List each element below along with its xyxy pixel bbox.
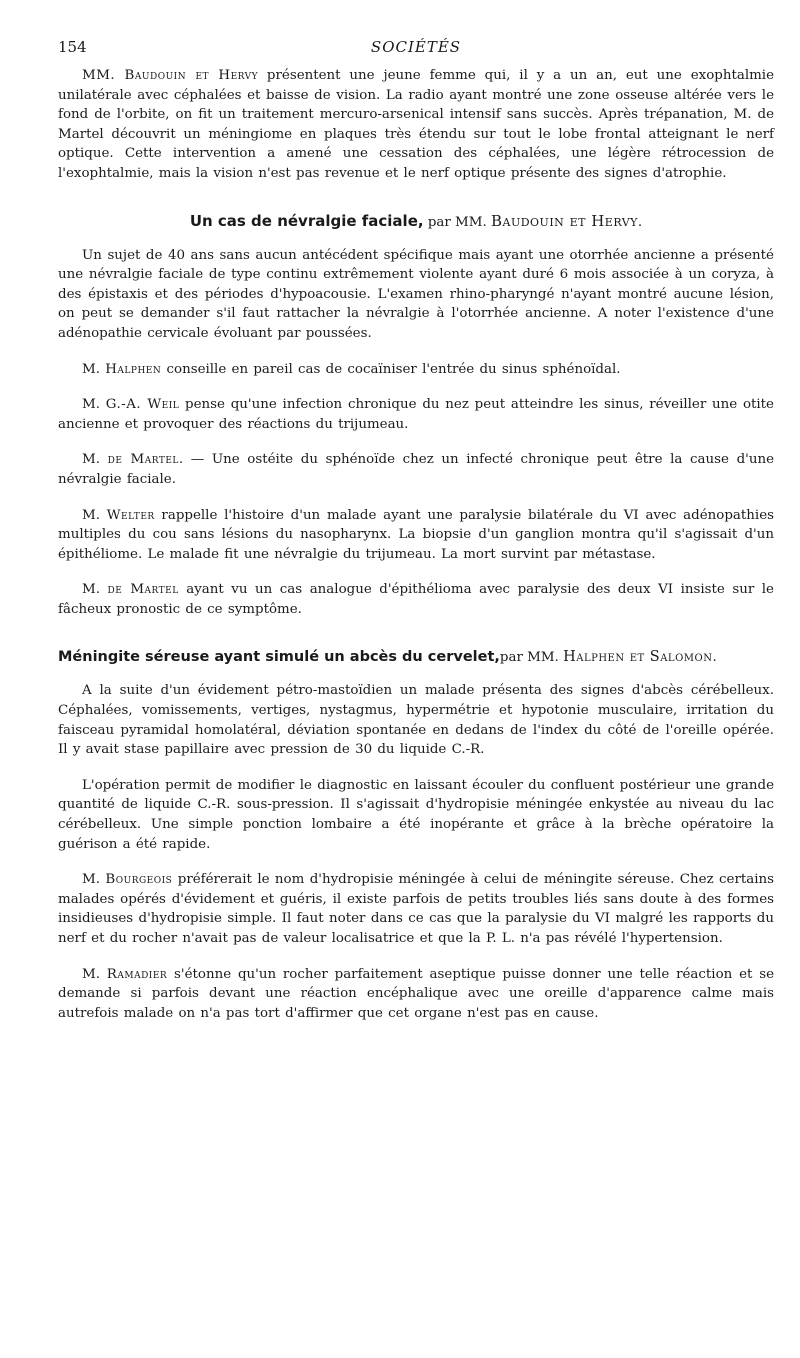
section-by: par MM. bbox=[423, 214, 491, 230]
speaker-name: Ramadier bbox=[106, 966, 168, 982]
paragraph bbox=[58, 870, 774, 948]
paragraph-text: ayant vu un cas analogue d'épithélioma avec paralysie des deux VI insiste sur le fâcheux pronostic de ce symptôme. bbox=[58, 582, 774, 617]
paragraph bbox=[58, 681, 774, 759]
speaker-name: G.-A. Weil bbox=[105, 397, 180, 413]
author-names: MM. Baudouin et Hervy bbox=[82, 68, 259, 83]
speaker-prefix: M. bbox=[82, 582, 108, 598]
paragraph bbox=[58, 246, 774, 344]
section-title: Méningite séreuse ayant simulé un abcès du cervelet, bbox=[58, 649, 500, 666]
section-heading bbox=[58, 212, 774, 230]
running-title: SOCIÉTÉS bbox=[370, 38, 462, 56]
speaker-prefix: M. bbox=[82, 966, 107, 982]
page-number: 154 bbox=[58, 38, 87, 56]
paragraph-text: rappelle l'histoire d'un malade ayant une paralysie bilatérale du VI avec adénopathies multiples du cou sans lésions du nasopharynx. La biopsie d'un ganglion montra qu'il s'agissait d'un épithéliome. Le malade fit une névralgie du trijumeau. La mort survint par métastase. bbox=[58, 507, 774, 562]
section-title: Un cas de névralgie faciale, bbox=[189, 211, 424, 230]
page-header bbox=[58, 38, 774, 62]
paragraph-text: . — Une ostéite du sphénoïde chez un infecté chronique peut être la cause d'une névralgie faciale. bbox=[58, 452, 774, 487]
section-authors: Baudouin et Hervy bbox=[490, 211, 638, 230]
document-body bbox=[58, 66, 774, 1023]
speaker-name: de Martel bbox=[107, 582, 179, 598]
paragraph bbox=[58, 580, 774, 619]
speaker-prefix: M. bbox=[82, 507, 107, 523]
speaker-prefix: M. bbox=[82, 361, 106, 377]
paragraph bbox=[58, 395, 774, 434]
paragraph bbox=[58, 450, 774, 489]
speaker-name: Halphen bbox=[105, 361, 162, 377]
section-authors: Halphen et Salomon bbox=[563, 649, 713, 666]
paragraph-text: s'étonne qu'un rocher parfaitement aseptique puisse donner une telle réaction et se demande si parfois devant une réaction encéphalique avec une oreille d'apparence calme mais autrefois malade on n'a pas tort d'affirmer que cet organe n'est pas en cause. bbox=[58, 966, 774, 1021]
section-end: . bbox=[712, 650, 717, 666]
paragraph bbox=[58, 506, 774, 565]
paragraph bbox=[58, 360, 774, 380]
speaker-name: de Martel bbox=[107, 452, 179, 468]
speaker-prefix: M. bbox=[82, 397, 106, 413]
speaker-name: Welter bbox=[106, 507, 155, 523]
paragraph-text: L'opération permit de modifier le diagnostic en laissant écouler du confluent postérieur une grande quantité de liquide C.-R. sous-pression. Il s'agissait d'hydropisie méningée enkystée au niveau du lac cérébelleux. Une simple ponction lombaire a été inopérante et grâce à la brèche opératoire la guérison a été rapide. bbox=[58, 777, 774, 852]
paragraph-text: présentent une jeune femme qui, il y a un an, eut une exophtalmie unilatérale avec céphalées et baisse de vision. La radio ayant montré une zone osseuse altérée vers le fond de l'orbite, on fit un traitement mercuro-arsenical intensif sans succès. Après trépanation, M. de Martel découvrit un méningiome en plaques très étendu sur tout le lobe frontal atteignant le nerf optique. Cette intervention a amené une cessation des céphalées, une légère rétrocession de l'exophtalmie, mais la vision n'est pas revenue et le nerf optique présente des signes d'atrophie. bbox=[58, 68, 775, 181]
paragraph-text: pense qu'une infection chronique du nez peut atteindre les sinus, réveiller une otite ancienne et provoquer des réactions du trijumeau. bbox=[58, 397, 774, 432]
paragraph-text: Un sujet de 40 ans sans aucun antécédent spécifique mais ayant une otorrhée ancienne a présenté une névralgie faciale de type continu extrêmement violente ayant duré 6 mois associée à un coryza, à des épistaxis et des périodes d'hypoacousie. L'examen rhino-pharyngé n'ayant montré aucune lésion, on peut se demander s'il faut rattacher la névralgie à l'otorrhée ancienne. A noter l'existence d'une adénopathie cervicale évoluant par poussées. bbox=[58, 247, 774, 341]
section-by: par MM. bbox=[499, 650, 564, 666]
section-heading bbox=[58, 649, 774, 665]
paragraph-text: préférerait le nom d'hydropisie méningée à celui de méningite séreuse. Chez certains malades opérés d'évidement et guéris, il existe parfois de petits troubles liés sans doute à des formes insidieuses d'hydropisie simple. Il faut noter dans ce cas que la paralysie du VI malgré les rapports du nerf et du rocher n'avait pas de valeur localisatrice et que la P. L. n'a pas révélé l'hypertension. bbox=[58, 872, 775, 946]
paragraph bbox=[58, 965, 774, 1024]
speaker-prefix: M. bbox=[82, 872, 106, 888]
paragraph bbox=[58, 776, 774, 854]
paragraph bbox=[58, 66, 774, 184]
paragraph-text: A la suite d'un évidement pétro-mastoïdien un malade présenta des signes d'abcès cérébelleux. Céphalées, vomissements, vertiges, nystagmus, hypermétrie et hypotonie musculaire, irritation du faisceau pyramidal homolatéral, déviation spontanée en dedans de l'index du côté de l'oreille opérée. Il y avait stase papillaire avec pression de 30 du liquide C.-R. bbox=[58, 683, 774, 758]
paragraph-text: conseille en pareil cas de cocaïniser l'entrée du sinus sphénoïdal. bbox=[161, 361, 621, 377]
speaker-name: Bourgeois bbox=[105, 872, 173, 888]
speaker-prefix: M. bbox=[82, 452, 108, 468]
section-end: . bbox=[637, 214, 643, 230]
